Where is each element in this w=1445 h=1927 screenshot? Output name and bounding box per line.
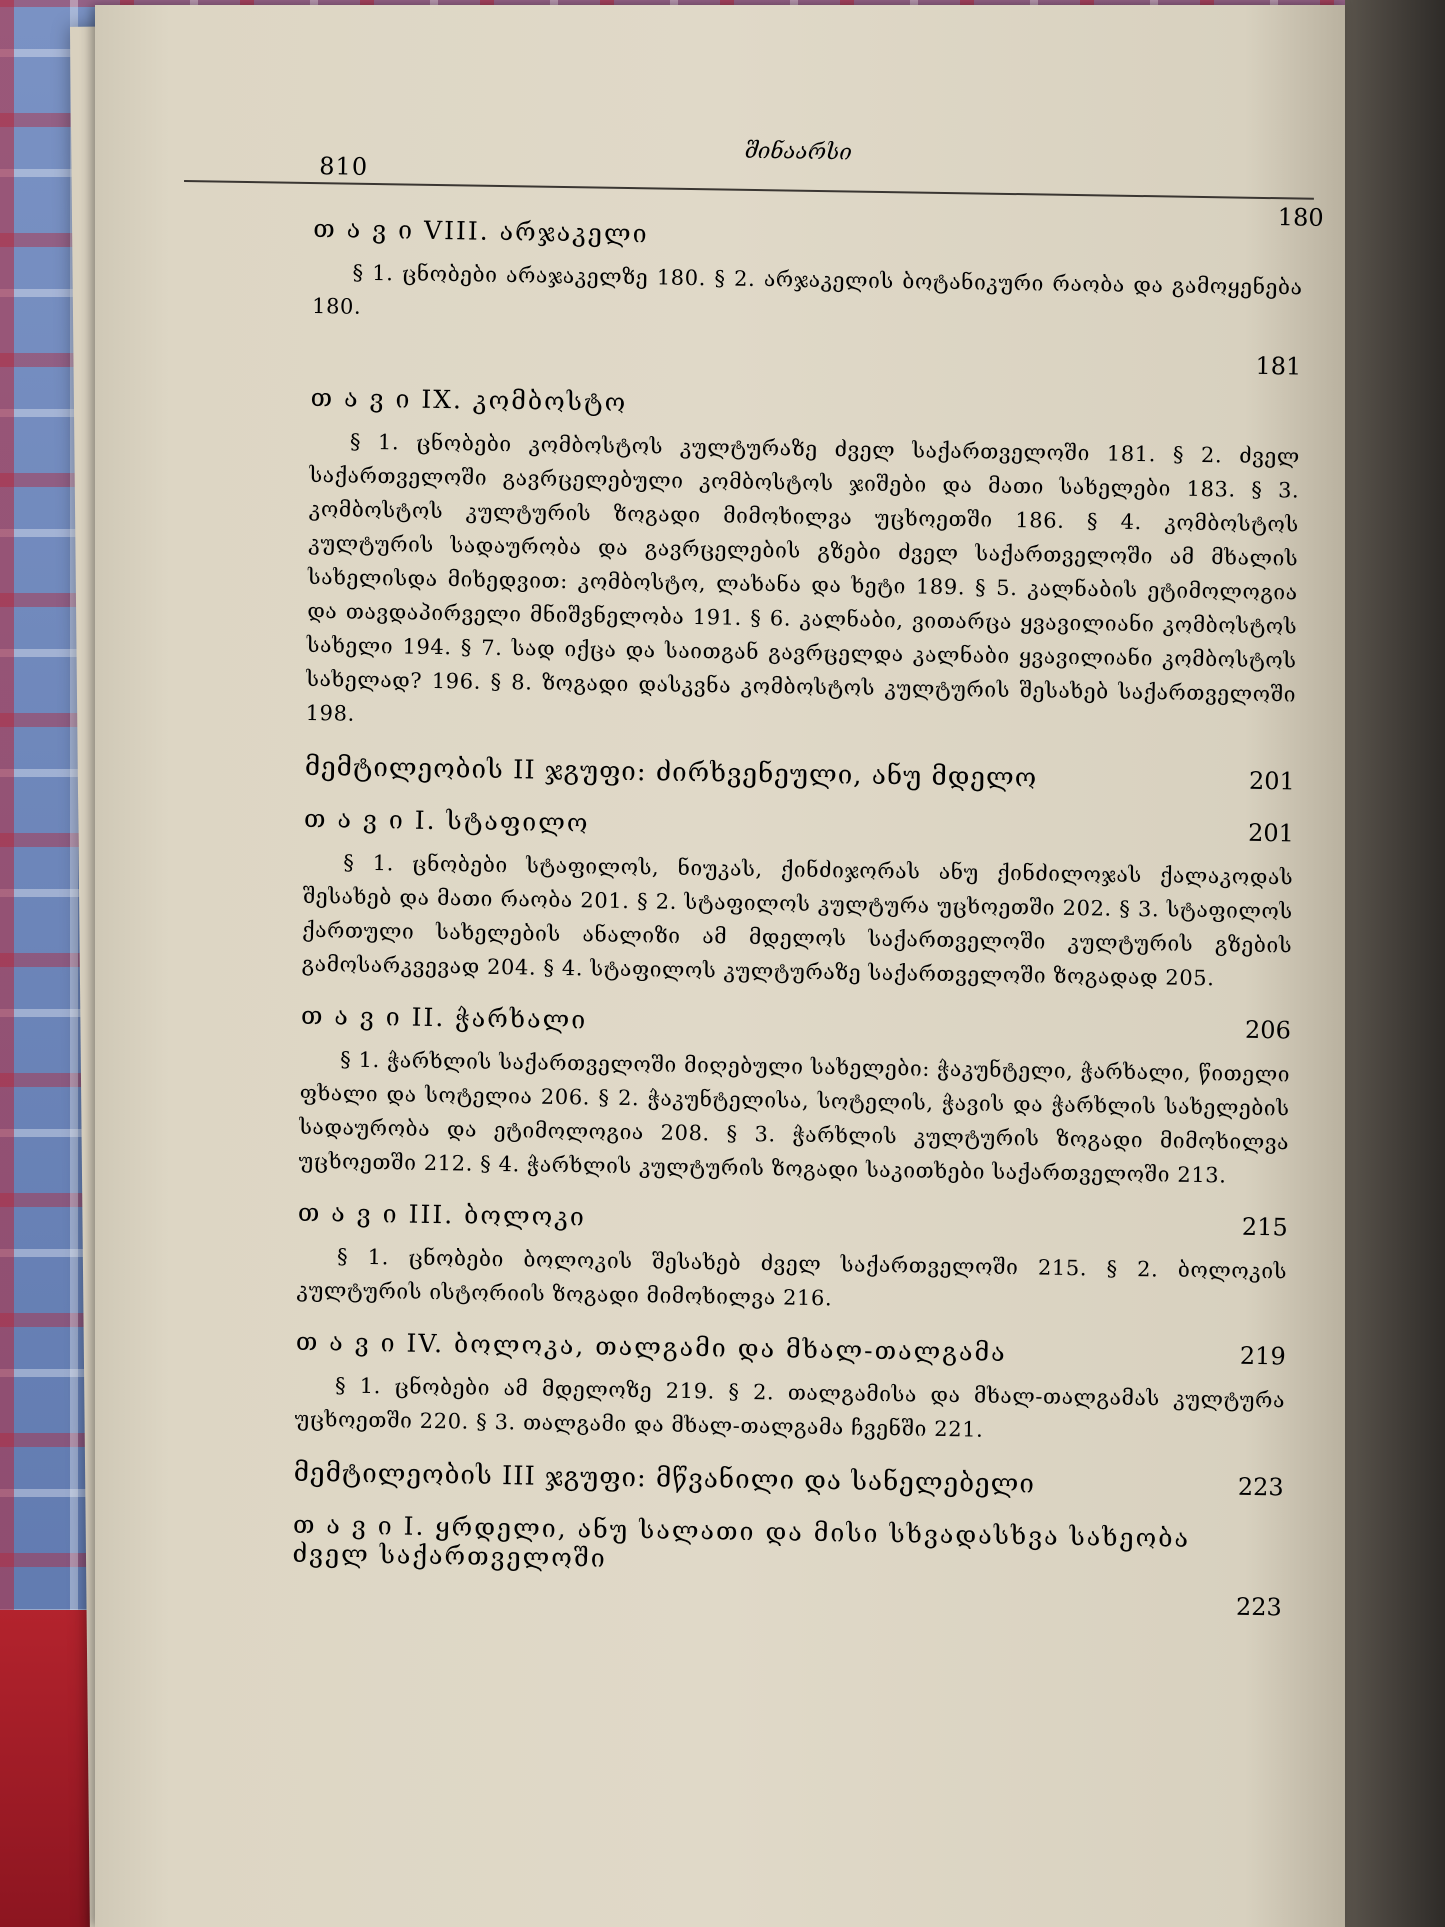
chapter-page: 206 [1244, 1015, 1292, 1045]
toc-entry [294, 1327, 1286, 1452]
chapter-summary: § 1. ჭარხლის საქართველოში მიღებული სახელები: ჭაკუნტელი, ჭარხალი, წითელი ფხალი და სოტელია 206. § 2. ჭაკუნტელისა, სოტელის, ჭავის და ჭარხლის სახელების სადაურობა და ეტიმოლოგია 208. § 3. ჭარხლის კულტურის ზოგადი მიმოხილვა უცხოეთში 212. § 4. ჭარხლის კულტურის ზოგადი საკითხები საქართველოში 213. [298, 1047, 1291, 1188]
toc-entry [292, 1509, 1283, 1622]
chapter-title-text: თ ა ვ ი I. ყრდელი, ანუ სალათი და მისი სხვადასხვა სახეობა ძველ საქართველოში [292, 1509, 1191, 1573]
chapter-title-text: თ ა ვ ი IX. კომბოსტო [310, 383, 628, 417]
chapter-summary: § 1. ცნობები კომბოსტოს კულტურაზე ძველ საქართველოში 181. § 2. ძველ საქართველოში გავრცელებული კომბოსტოს ჯიშები და მათი სახელები 183. § 3. კომბოსტოს კულტურის ზოგადი მიმოხილვა უცხოეთში 186. § 4. კომბოსტოს კულტურის სადაურობა და გავრცელების გზები ძველ საქართველოში ამ მხალის სახელისდა მიხედვით: კომბოსტო, ლახანა და ხეტი 189. § 5. კალნაბის ეტიმოლოგია და თავდაპირველი მნიშვნელობა 191. § 6. კალნაბი, ვითარცა ყვავილიანი კომბოსტოს სახელი 194. § 7. სად იქცა და საითგან გავრცელდა კალნაბი ყვავილიანი კომბოსტოს სახელად? 196. § 8. ზოგადი დასკვნა კომბოსტოს კულტურის შესახებ საქართველოში 198. [305, 429, 1301, 726]
toc-entry [298, 1001, 1291, 1194]
chapter-title [304, 804, 1294, 849]
toc-group [305, 752, 1295, 798]
toc-entry [305, 383, 1300, 746]
group-title-text: მემტილეობის III ჯგუფი: მწვანილი და სანელებელი [293, 1457, 1036, 1500]
chapter-title [298, 1198, 1288, 1243]
chapter-title [292, 1509, 1283, 1622]
chapter-title-text: თ ა ვ ი IV. ბოლოკა, თალგამი და მხალ-თალგამა [295, 1326, 1007, 1368]
chapter-page: 219 [1239, 1341, 1286, 1371]
chapter-summary: § 1. ცნობები სტაფილოს, ნიუკას, ქინძიჯორას ანუ ქინძილოჯას ქალაკოდას შესახებ და მათი რაობა 201. § 2. სტაფილოს კულტურა უცხოეთში 202. § 3. სტაფილოს ქართული სახელების ანალიზი ამ მდელოს საქართველოში კულტურის გზების გამოსარკვევად 204. § 4. სტაფილოს კულტურაზე საქართველოში ზოგადად 205. [301, 850, 1294, 991]
toc-entry [311, 337, 1301, 381]
book-edge-shadow [1345, 0, 1445, 1927]
page-content [162, 120, 1324, 1622]
chapter-summary: § 1. ცნობები ბოლოკის შესახებ ძველ საქართველოში 215. § 2. ბოლოკის კულტურის ისტორიის ზოგადი მიმოხილვა 216. [296, 1244, 1288, 1311]
page-number: 810 [319, 152, 369, 181]
chapter-title-text: თ ა ვ ი III. ბოლოკი [297, 1197, 587, 1232]
chapter-title [296, 1327, 1286, 1372]
chapter-title [313, 214, 1303, 259]
first-entry-page: 180 [1277, 203, 1324, 232]
chapter-title-text: თ ა ვ ი VIII. არჯაკელი [313, 214, 649, 249]
group-title [305, 752, 1295, 798]
chapter-page: 181 [1255, 351, 1302, 381]
chapter-page: 201 [1247, 818, 1295, 848]
chapter-page: 223 [1235, 1592, 1282, 1622]
group-title [294, 1458, 1284, 1504]
chapter-title [310, 383, 1300, 428]
running-head-title: შინაარსი [744, 138, 853, 166]
chapter-page: 215 [1241, 1212, 1288, 1242]
toc-entry [312, 214, 1304, 339]
chapter-summary: § 1. ცნობები ამ მდელოზე 219. § 2. თალგამისა და მხალ-თალგამას კულტურა უცხოეთში 220. § 3. თალგამი და მხალ-თალგამა ჩვენში 221. [294, 1373, 1286, 1442]
group-title-text: მემტილეობის II ჯგუფი: ძირხვენეული, ანუ მდელო [304, 751, 1038, 794]
group-page: 201 [1248, 766, 1295, 796]
toc-entry [296, 1198, 1288, 1323]
chapter-summary: § 1. ცნობები არაჯაკელზე 180. § 2. არჯაკელის ბოტანიკური რაობა და გამოყენება 180. [311, 260, 1303, 319]
chapter-title-text: თ ა ვ ი II. ჭარხალი [300, 1000, 588, 1035]
group-page: 223 [1237, 1472, 1284, 1502]
chapter-title [301, 1001, 1291, 1046]
chapter-title-text: თ ა ვ ი I. სტაფილო [303, 803, 590, 838]
toc-entry [301, 804, 1294, 997]
toc-group [294, 1458, 1284, 1504]
